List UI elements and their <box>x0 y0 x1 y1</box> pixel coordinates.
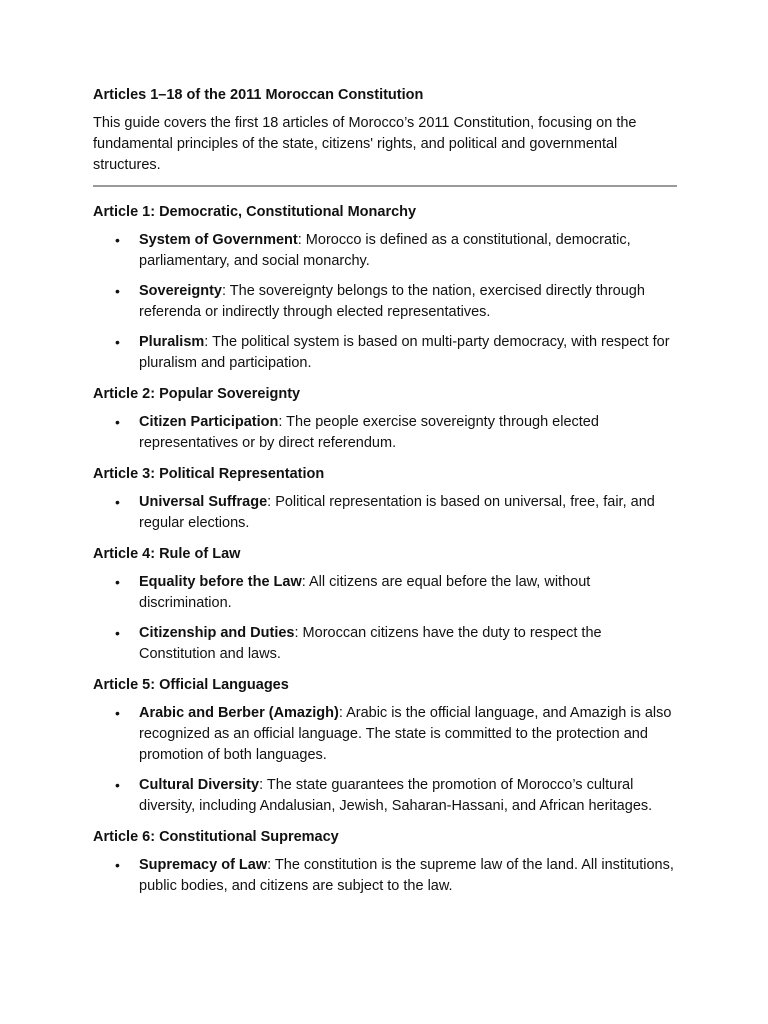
article-heading: Article 6: Constitutional Supremacy <box>93 829 339 845</box>
article-section <box>93 463 677 534</box>
horizontal-divider <box>93 185 677 187</box>
bullet-term: Universal Suffrage <box>139 494 268 510</box>
bullet-term: System of Government <box>139 232 298 248</box>
bullet-item <box>93 572 677 614</box>
article-heading: Article 5: Official Languages <box>93 677 289 693</box>
bullet-dot-icon: • <box>115 777 120 793</box>
bullet-dot-icon: • <box>115 334 120 350</box>
bullet-text: : Morocco is defined as a constitutional, democratic, parliamentary, and social monarchy. <box>139 232 631 269</box>
bullet-text: : The constitution is the supreme law of the land. All institutions, public bodies, and citizens are subject to the law. <box>139 857 674 894</box>
bullet-term: Citizen Participation <box>139 414 279 430</box>
article-section <box>93 383 677 454</box>
article-heading: Article 2: Popular Sovereignty <box>93 386 301 402</box>
bullet-dot-icon: • <box>115 705 120 721</box>
bullet-item <box>93 281 677 323</box>
bullet-text: : Arabic is the official language, and Amazigh is also recognized as an official language. The state is committed to the protection and promotion of both languages. <box>139 705 672 763</box>
bullet-dot-icon: • <box>115 414 120 430</box>
article-heading: Article 4: Rule of Law <box>93 546 241 562</box>
bullet-dot-icon: • <box>115 857 120 873</box>
bullet-text: : Political representation is based on universal, free, fair, and regular elections. <box>139 494 655 531</box>
bullet-text: : Moroccan citizens have the duty to respect the Constitution and laws. <box>139 625 602 662</box>
article-heading: Article 1: Democratic, Constitutional Monarchy <box>93 204 417 220</box>
bullet-item <box>93 492 677 534</box>
bullet-term: Supremacy of Law <box>139 857 268 873</box>
bullet-list <box>93 572 677 665</box>
bullet-term: Cultural Diversity <box>139 777 260 793</box>
bullet-term: Citizenship and Duties <box>139 625 295 641</box>
bullet-text: : All citizens are equal before the law, without discrimination. <box>139 574 591 611</box>
article-section <box>93 826 677 897</box>
bullet-text: : The sovereignty belongs to the nation, exercised directly through referenda or indirectly through elected representatives. <box>139 283 645 320</box>
bullet-dot-icon: • <box>115 574 120 590</box>
bullet-item <box>93 230 677 272</box>
bullet-item <box>93 855 677 897</box>
article-section <box>93 201 677 374</box>
bullet-term: Arabic and Berber (Amazigh) <box>139 705 339 721</box>
bullet-list <box>93 230 677 374</box>
bullet-dot-icon: • <box>115 283 120 299</box>
bullet-term: Sovereignty <box>139 283 222 299</box>
bullet-text: : The state guarantees the promotion of Morocco’s cultural diversity, including Andalusian, Jewish, Saharan-Hassani, and African heritages. <box>139 777 653 814</box>
articles-list <box>93 201 677 897</box>
article-section <box>93 674 677 817</box>
bullet-term: Equality before the Law <box>139 574 302 590</box>
bullet-dot-icon: • <box>115 625 120 641</box>
bullet-text: : The political system is based on multi-party democracy, with respect for pluralism and participation. <box>139 334 670 371</box>
bullet-item <box>93 623 677 665</box>
document-page <box>93 84 677 906</box>
bullet-item <box>93 703 677 766</box>
document-intro: This guide covers the first 18 articles of Morocco’s 2011 Constitution, focusing on the fundamental principles of the state, citizens' rights, and political and governmental structures. <box>93 115 637 173</box>
document-title: Articles 1–18 of the 2011 Moroccan Constitution <box>93 87 424 103</box>
article-heading: Article 3: Political Representation <box>93 466 325 482</box>
bullet-text: : The people exercise sovereignty through elected representatives or by direct referendum. <box>139 414 599 451</box>
bullet-term: Pluralism <box>139 334 205 350</box>
bullet-list <box>93 412 677 454</box>
bullet-item <box>93 412 677 454</box>
bullet-item <box>93 775 677 817</box>
bullet-item <box>93 332 677 374</box>
bullet-dot-icon: • <box>115 232 120 248</box>
bullet-list <box>93 855 677 897</box>
bullet-list <box>93 492 677 534</box>
bullet-dot-icon: • <box>115 494 120 510</box>
bullet-list <box>93 703 677 817</box>
article-section <box>93 543 677 665</box>
